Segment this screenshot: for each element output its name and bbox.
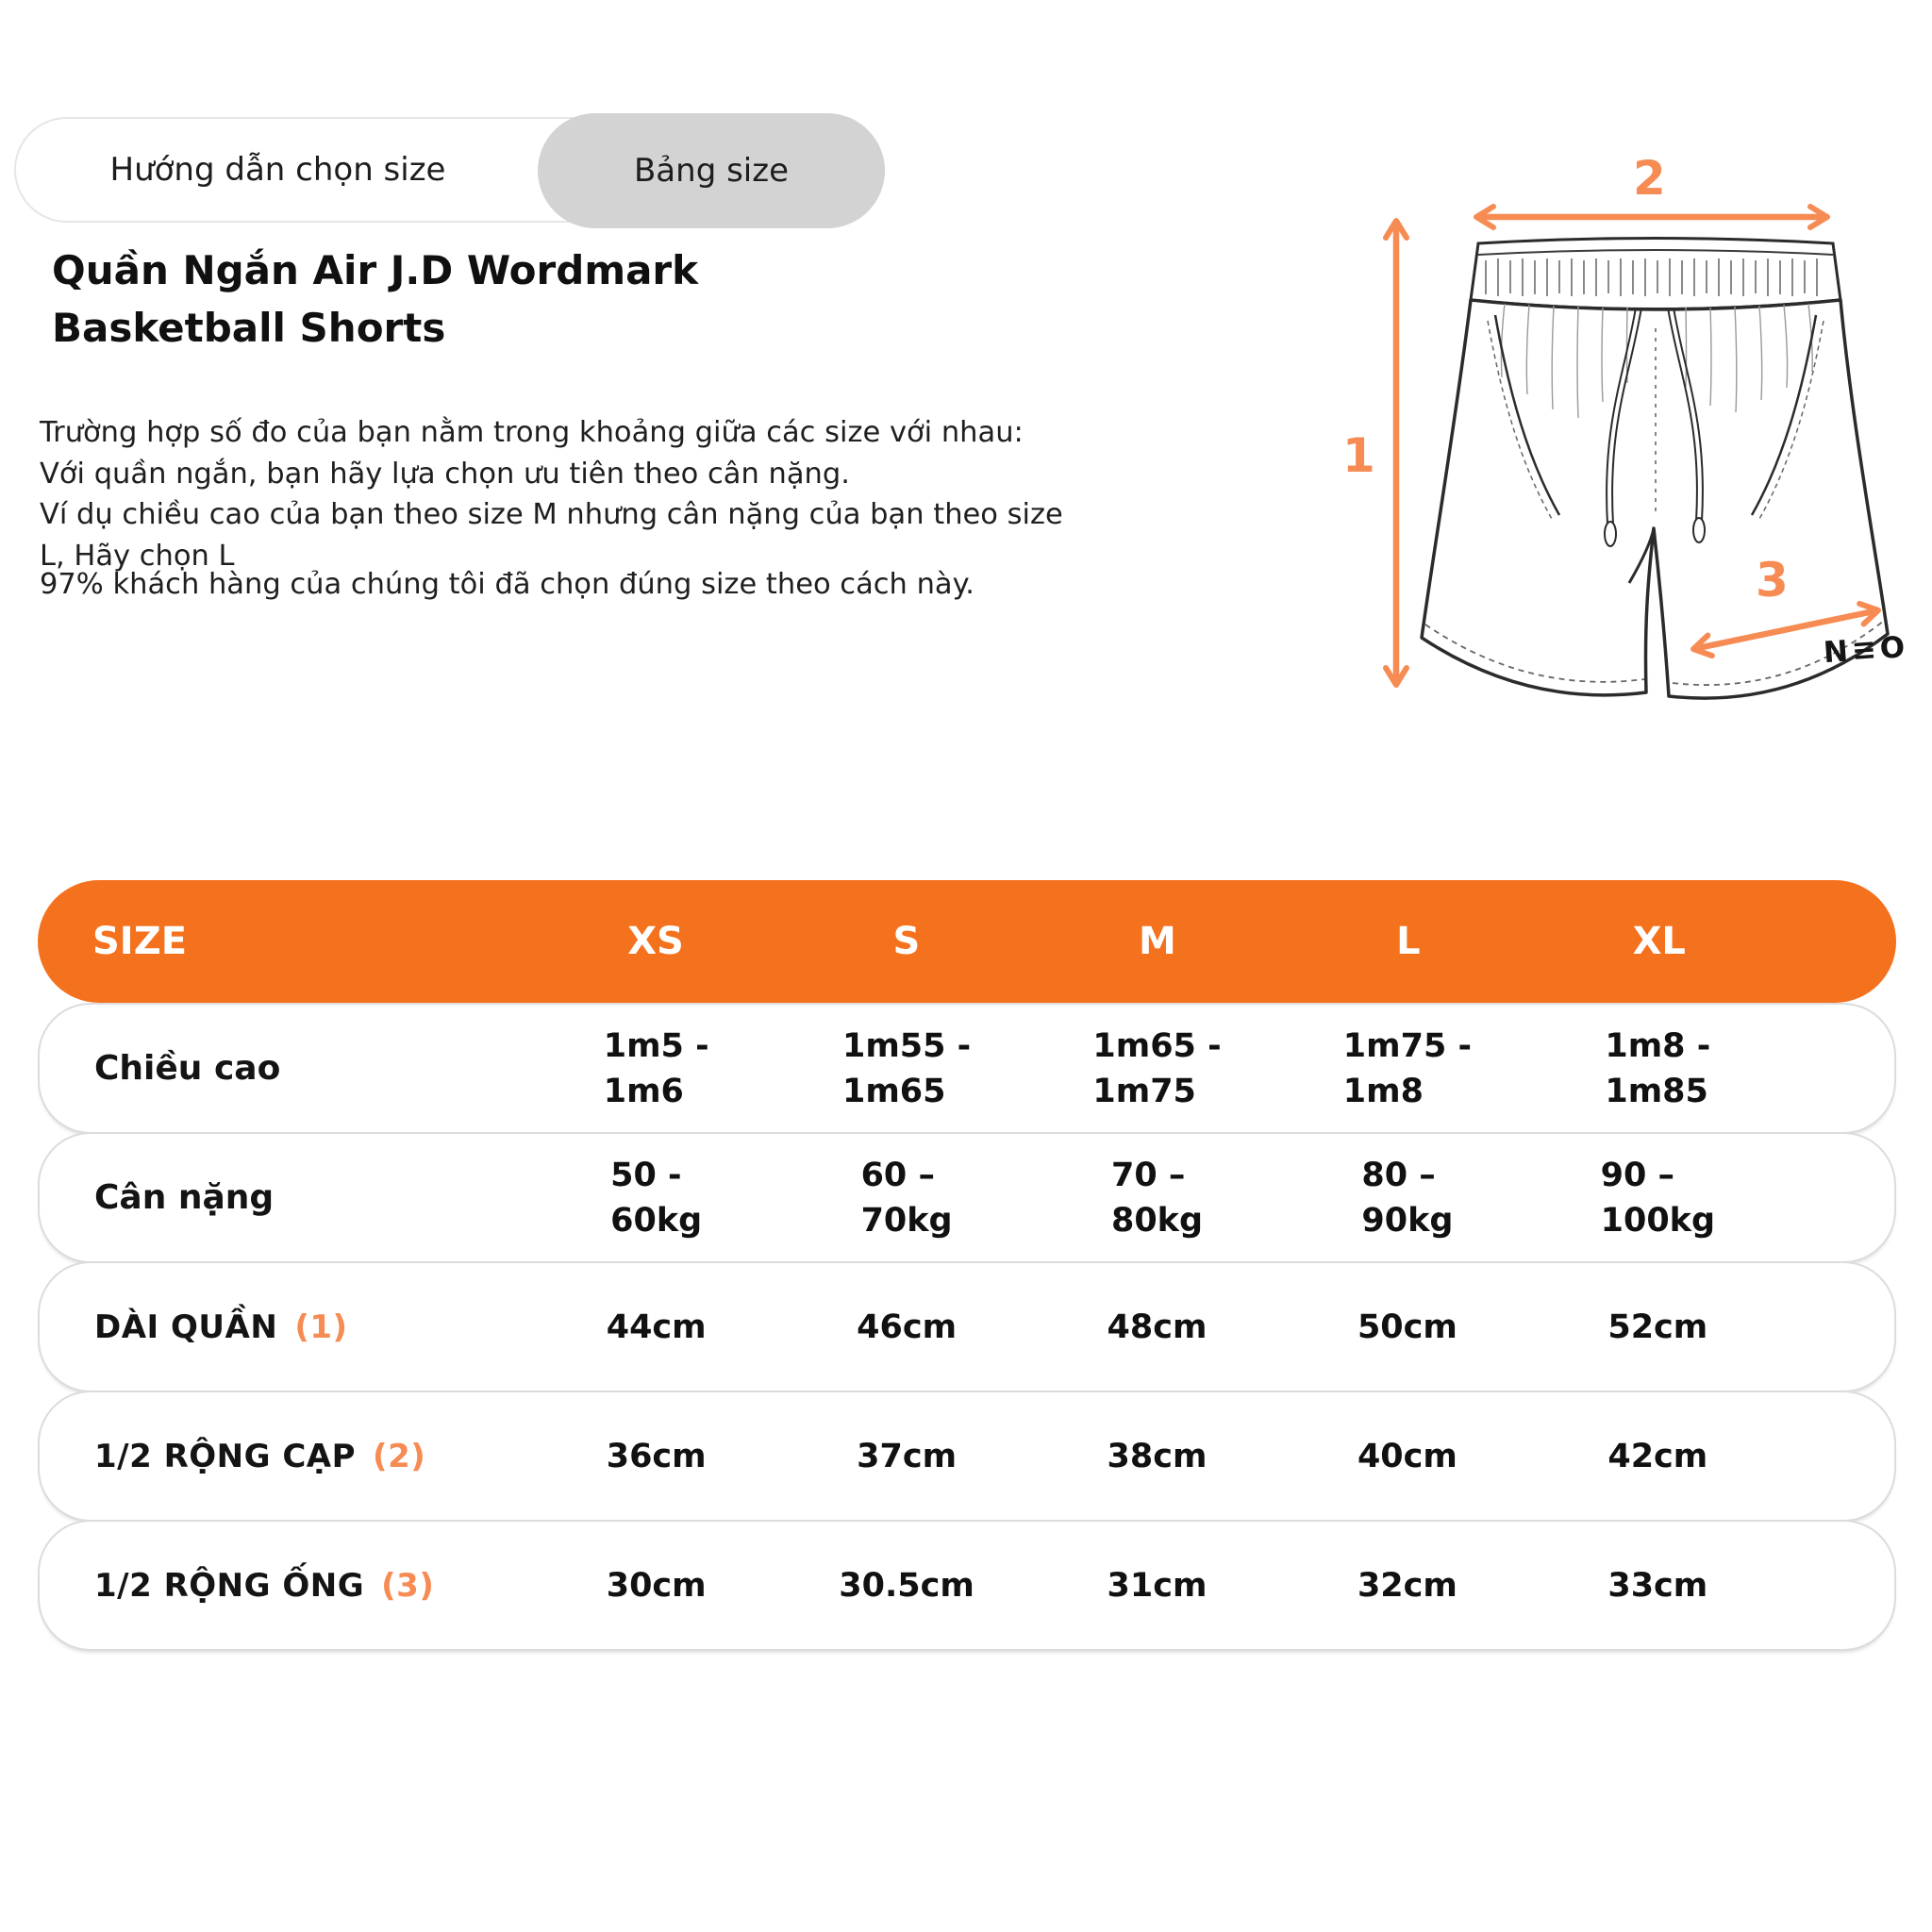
row-note-3: (3) [381, 1566, 435, 1605]
measure-label-1: 1 [1342, 428, 1375, 483]
header-xl: XL [1632, 920, 1686, 963]
table-row-weight: Cân nặng 50 - 60kg 60 – 70kg 70 – 80kg 80 – 90kg 90 – 100kg [38, 1132, 1896, 1263]
header-s: S [892, 920, 921, 963]
table-row-waist-width: 1/2 RỘNG CẠP (2) 36cm 37cm 38cm 40cm 42cm [38, 1391, 1896, 1522]
guide-line-1: Trường hợp số đo của bạn nằm trong khoảng giữa các size với nhau: [40, 416, 1024, 449]
header-size: SIZE [92, 920, 188, 963]
size-table-body [38, 1003, 1896, 1651]
size-table-header [38, 880, 1896, 1003]
neo-logo: N≡O [1822, 629, 1910, 671]
shorts-body [1422, 300, 1888, 698]
tab-size-table[interactable] [538, 113, 885, 228]
row-label-length: DÀI QUẦN [94, 1307, 278, 1346]
row-label-height: Chiều cao [94, 1049, 281, 1088]
measure-label-2: 2 [1633, 151, 1666, 206]
product-title [52, 242, 712, 357]
row-label-waist-width: 1/2 RỘNG CẠP [94, 1437, 357, 1475]
header-xs: XS [627, 920, 684, 963]
measure-label-3: 3 [1756, 553, 1789, 608]
table-row-leg-opening: 1/2 RỘNG ỐNG (3) 30cm 30.5cm 31cm 32cm 33cm [38, 1520, 1896, 1651]
size-tab-switcher [14, 117, 885, 223]
row-note-2: (2) [373, 1437, 426, 1475]
row-label-leg-opening: 1/2 RỘNG ỐNG [94, 1566, 365, 1605]
size-guide-text [40, 412, 1096, 576]
row-note-1: (1) [294, 1307, 348, 1346]
guide-line-3: Ví dụ chiều cao của bạn theo size M nhưng cân nặng của bạn theo size L, Hãy chọn L [40, 498, 1063, 573]
table-row-height: Chiều cao 1m5 - 1m6 1m55 - 1m65 1m65 - 1m75 1m75 - 1m8 1m8 - 1m85 [38, 1003, 1896, 1134]
header-m: M [1138, 920, 1176, 963]
shorts-waistband [1471, 239, 1840, 309]
guide-stat-text: 97% khách hàng của chúng tôi đã chọn đúng size theo cách này. [40, 568, 974, 601]
shorts-diagram [1316, 140, 1932, 753]
tab-size-guide-label: Hướng dẫn chọn size [109, 151, 446, 189]
product-title-line2: Basketball Shorts [52, 305, 446, 351]
tab-size-guide[interactable] [16, 119, 540, 221]
guide-line-2: Với quần ngắn, bạn hãy lựa chọn ưu tiên theo cân nặng. [40, 457, 850, 491]
product-title-line1: Quần Ngắn Air J.D Wordmark [52, 247, 699, 293]
tab-size-table-label: Bảng size [633, 152, 790, 190]
table-row-length: DÀI QUẦN (1) 44cm 46cm 48cm 50cm 52cm [38, 1261, 1896, 1392]
row-label-weight: Cân nặng [94, 1178, 275, 1217]
header-l: L [1396, 920, 1421, 963]
